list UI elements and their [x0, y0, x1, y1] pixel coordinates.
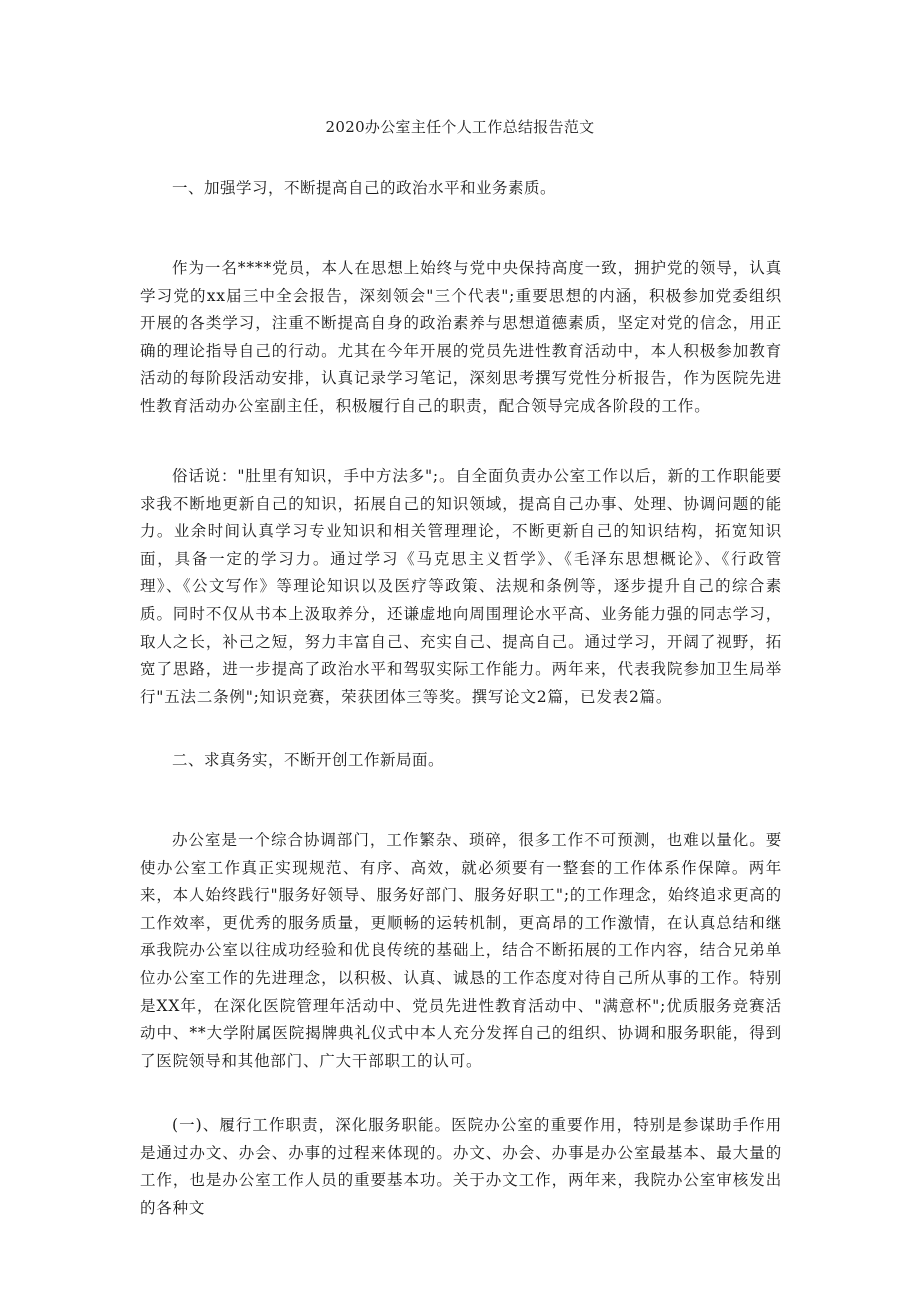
- paragraph-4: (一)、履行工作职责，深化服务职能。医院办公室的重要作用，特别是参谋助手作用是通过办文、办会、办事的过程来体现的。办文、办会、办事是办公室最基本、最大量的工作，也是办公室工作人员的重要基本功。关于办文工作，两年来，我院办公室审核发出的各种文: [140, 1116, 782, 1217]
- paragraph-3: 办公室是一个综合协调部门，工作繁杂、琐碎，很多工作不可预测，也难以量化。要使办公室工作真正实现规范、有序、高效，就必须要有一整套的工作体系作保障。两年来，本人始终践行"服务好领导、服务好部门、服务好职工";的工作理念，始终追求更高的工作效率，更优秀的服务质量，更顺畅的运转机制，更高昂的工作激情，在认真总结和继承我院办公室以往成功经验和优良传统的基础上，结合不断拓展的工作内容，结合兄弟单位办公室工作的先进理念，以积极、认真、诚恳的工作态度对待自己所从事的工作。特别是XX年，在深化医院管理年活动中、党员先进性教育活动中、"满意杯";优质服务竞赛活动中、**大学附属医院揭牌典礼仪式中本人充分发挥自己的组织、协调和服务职能，得到了医院领导和其他部门、广大干部职工的认可。: [140, 831, 782, 1070]
- paragraph-1: 作为一名****党员，本人在思想上始终与党中央保持高度一致，拥护党的领导，认真学习党的xx届三中全会报告，深刻领会"三个代表";重要思想的内涵，积极参加党委组织开展的各类学习，注重不断提高自身的政治素养与思想道德素质，坚定对党的信念，用正确的理论指导自己的行动。尤其在今年开展的党员先进性教育活动中，本人积极参加教育活动的每阶段活动安排，认真记录学习笔记，深刻思考撰写党性分析报告，作为医院先进性教育活动办公室副主任，积极履行自己的职责，配合领导完成各阶段的工作。: [140, 259, 782, 415]
- section-heading-2: 二、求真务实，不断开创工作新局面。: [172, 751, 445, 769]
- document-title: 2020办公室主任个人工作总结报告范文: [325, 118, 595, 136]
- section-heading-1: 一、加强学习，不断提高自己的政治水平和业务素质。: [172, 179, 557, 197]
- paragraph-2: 俗话说："肚里有知识，手中方法多";。自全面负责办公室工作以后，新的工作职能要求我不断地更新自己的知识，拓展自己的知识领域，提高自己办事、处理、协调问题的能力。业余时间认真学习专业知识和相关管理理论，不断更新自己的知识结构，拓宽知识面，具备一定的学习力。通过学习《马克思主义哲学》、《毛泽东思想概论》、《行政管理》、《公文写作》等理论知识以及医疗等政策、法规和条例等，逐步提升自己的综合素质。同时不仅从书本上汲取养分，还谦虚地向周围理论水平高、业务能力强的同志学习，取人之长，补己之短，努力丰富自己、充实自己、提高自己。通过学习，开阔了视野，拓宽了思路，进一步提高了政治水平和驾驭实际工作能力。两年来，代表我院参加卫生局举行"五法二条例";知识竞赛，荣获团体三等奖。撰写论文2篇，已发表2篇。: [140, 467, 782, 706]
